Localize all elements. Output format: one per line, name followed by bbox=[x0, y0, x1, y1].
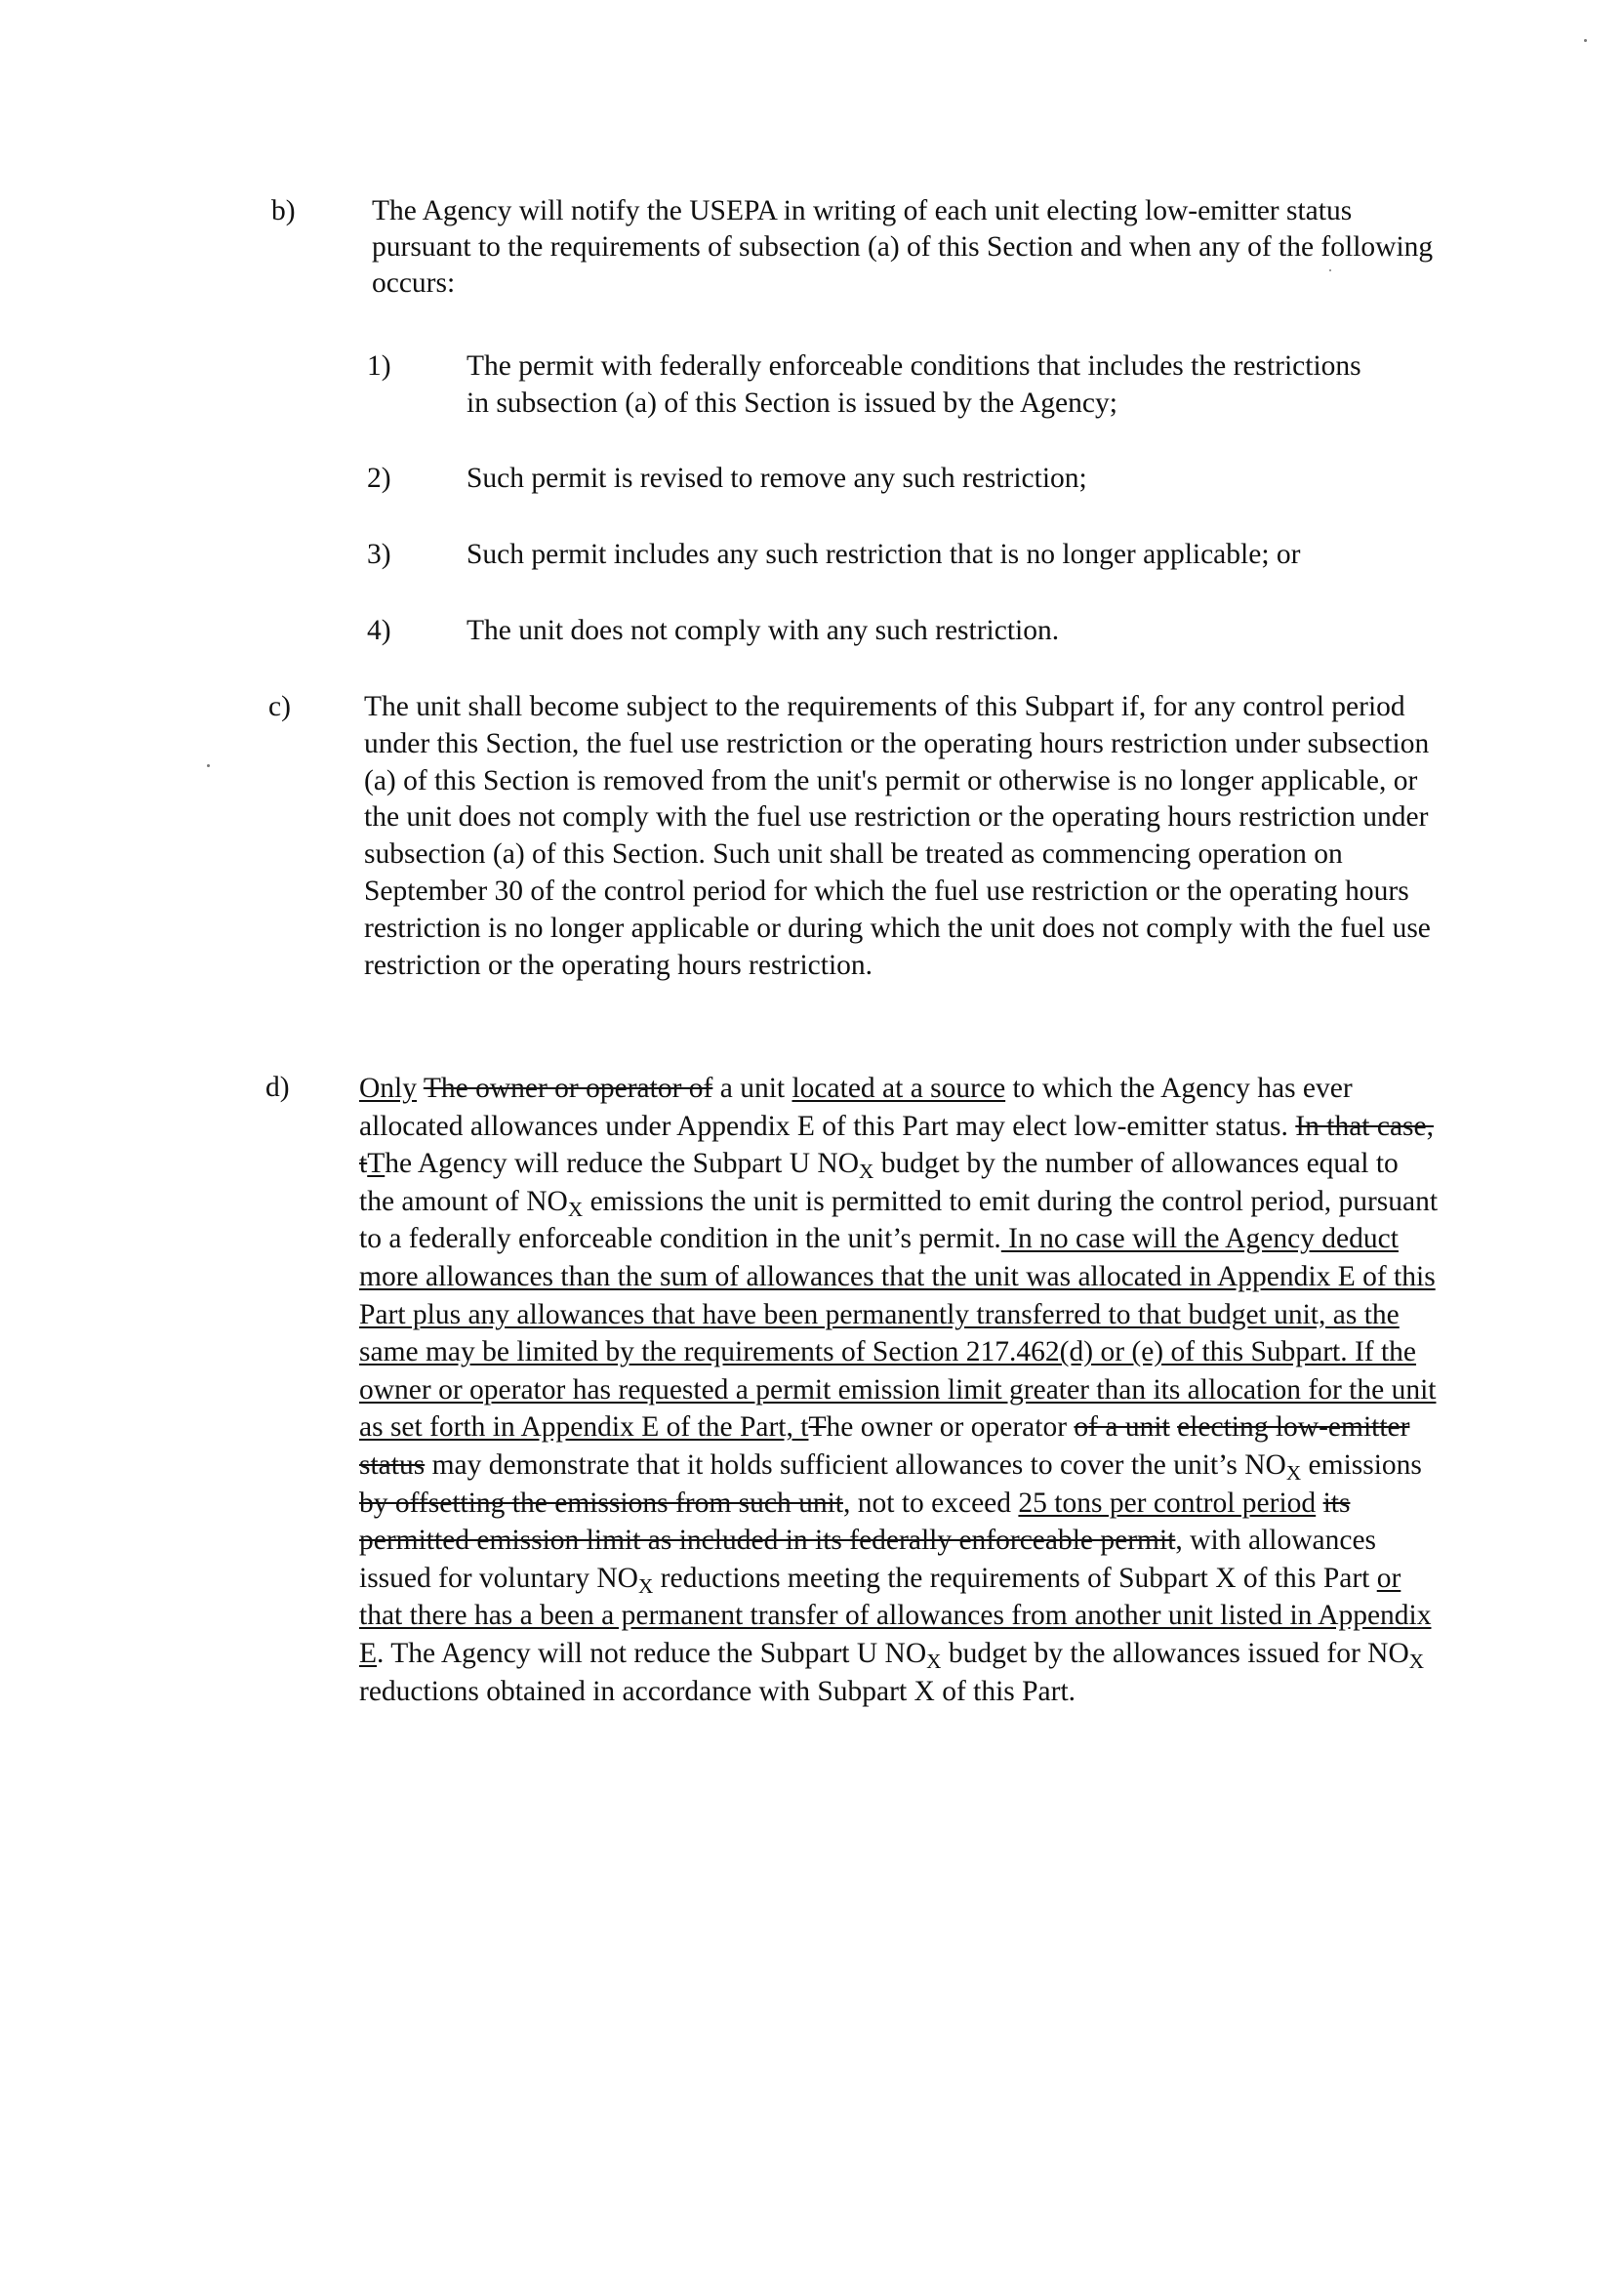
inserted-text: T bbox=[367, 1148, 386, 1180]
text-run: budget by the number of allowances equal to the amount of NO bbox=[359, 1148, 1399, 1217]
text-run: he owner or operator bbox=[826, 1411, 1075, 1444]
deleted-text: its permitted emission limit as included in its federally enforceable permit bbox=[359, 1487, 1351, 1557]
text-run: reductions obtained in accordance with Subpart X of this Part. bbox=[359, 1675, 1076, 1707]
text-run: a unit bbox=[712, 1073, 792, 1104]
section-b-label: b) bbox=[271, 195, 296, 226]
subscript: X bbox=[637, 1573, 654, 1598]
text-run: budget by the allowances issued for NO bbox=[941, 1637, 1409, 1669]
subscript: X bbox=[567, 1197, 584, 1221]
text-run bbox=[1170, 1411, 1177, 1443]
text-run: emissions bbox=[1301, 1448, 1422, 1481]
section-b-item-3-text: Such permit includes any such restriction that is no longer applicable; or bbox=[467, 539, 1301, 570]
subscript: X bbox=[926, 1649, 942, 1673]
section-d-label: d) bbox=[265, 1072, 290, 1103]
text-run bbox=[1316, 1487, 1322, 1519]
deleted-text: T bbox=[808, 1411, 827, 1444]
subscript: X bbox=[859, 1160, 874, 1184]
section-d-text bbox=[359, 1070, 1441, 1710]
section-c-text: The unit shall become subject to the requirements of this Subpart if, for any control period under this Section, the fuel use restriction or the operating hours restriction under subsection (a) of this Section is removed from the unit's permit or otherwise is no longer applicable, or the unit does not comply with the fuel use restriction or the operating hours restriction under subsection (a) of this Section. Such unit shall be treated as commencing operation on September 30 of the control period for which the fuel use restriction or the operating hours restriction is no longer applicable or during which the unit does not comply with the fuel use restriction or the operating hours restriction. bbox=[364, 691, 1431, 981]
deleted-text: of a unit bbox=[1074, 1411, 1170, 1444]
section-b-text: The Agency will notify the USEPA in writing of each unit electing low-emitter status pursuant to the requirements of subsection (a) of this Section and when any of the following occurs: bbox=[372, 195, 1434, 300]
inserted-text: 25 tons per control period bbox=[1018, 1487, 1317, 1519]
section-c-label: c) bbox=[268, 691, 291, 722]
section-b-item-4-label: 4) bbox=[367, 615, 391, 646]
deleted-text: The owner or operator of bbox=[423, 1073, 713, 1104]
deleted-text: electing low-emitter status bbox=[359, 1411, 1410, 1481]
section-b-item-2-text: Such permit is revised to remove any such restriction; bbox=[467, 463, 1087, 494]
text-run: may demonstrate that it holds sufficient allowances to cover the unit’s NO bbox=[425, 1448, 1286, 1481]
text-run: . The Agency will not reduce the Subpart U NO bbox=[377, 1637, 927, 1669]
text-run: to which the Agency has ever allocated allowances under Appendix E of this Part may elect low-emitter status. bbox=[359, 1073, 1353, 1142]
text-run bbox=[417, 1073, 424, 1104]
inserted-text: or that there has a been a permanent transfer of allowances from another unit listed in Appendix E bbox=[359, 1562, 1432, 1669]
subscript: X bbox=[1285, 1460, 1302, 1485]
section-b-item-1-text: The permit with federally enforceable conditions that includes the restrictions in subsection (a) of this Section is issued by the Agency; bbox=[467, 350, 1361, 419]
deleted-text: by offsetting the emissions from such unit bbox=[359, 1487, 843, 1519]
section-b-item-1-label: 1) bbox=[367, 350, 391, 382]
section-b-item-4-text: The unit does not comply with any such restriction. bbox=[467, 615, 1060, 646]
inserted-text: In no case will the Agency deduct more allowances than the sum of allowances that the unit was allocated in Appendix E of this Part plus any allowances that have been permanently transferred to that budget unit, as the same may be limited by the requirements of Section 217.462(d) or (e) of this Subpart. If the owner or operator has requested a permit emission limit greater than its allocation for the unit as set forth in Appendix E of the Part, t bbox=[359, 1223, 1437, 1444]
subscript: X bbox=[1408, 1649, 1425, 1673]
text-run: , not to exceed bbox=[843, 1487, 1019, 1519]
deleted-text: In that case, t bbox=[359, 1110, 1434, 1180]
text-run: emissions the unit is permitted to emit during the control period, pursuant to a federally enforceable condition in the unit’s permit. bbox=[359, 1185, 1439, 1255]
inserted-text: located at a source bbox=[792, 1073, 1006, 1104]
section-b-item-2-label: 2) bbox=[367, 463, 391, 494]
inserted-text: Only bbox=[359, 1073, 417, 1104]
text-run: he Agency will reduce the Subpart U NO bbox=[385, 1148, 860, 1180]
section-b-item-3-label: 3) bbox=[367, 539, 391, 570]
text-run: reductions meeting the requirements of Subpart X of this Part bbox=[653, 1562, 1377, 1594]
text-run: , with allowances issued for voluntary NO bbox=[359, 1525, 1377, 1594]
